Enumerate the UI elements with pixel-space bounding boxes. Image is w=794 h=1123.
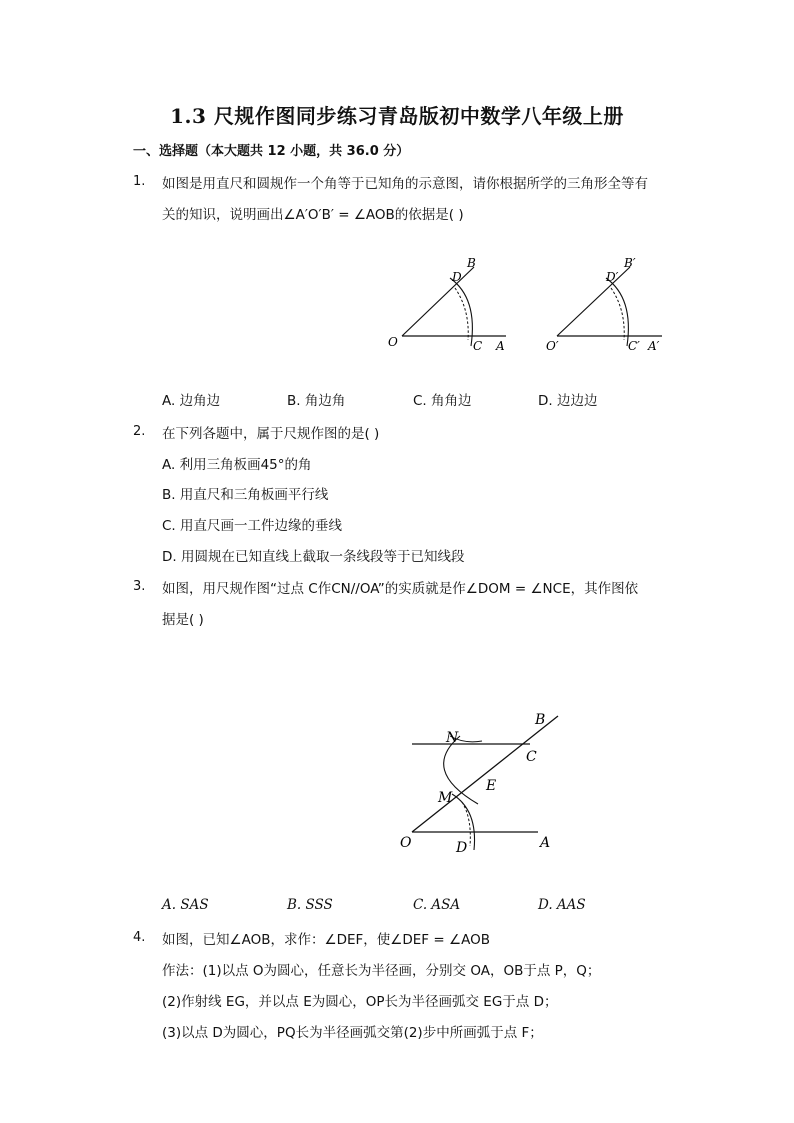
question-2-number: 2. <box>133 424 146 439</box>
label-E: E <box>486 778 497 794</box>
label-C-prime: C′ <box>628 339 640 353</box>
question-4-text-line-4: (3)以点 D为圆心，PQ长为半径画弧交第(2)步中所画弧于点 F； <box>162 1025 543 1041</box>
question-3-figure <box>390 700 580 860</box>
question-3-option-b[interactable]: B. SSS <box>287 897 333 913</box>
question-1-text-line-2: 关的知识，说明画出∠A′O′B′ = ∠AOB的依据是( ) <box>162 207 464 223</box>
label-A-prime: A′ <box>648 339 660 353</box>
question-2-option-d[interactable]: D. 用圆规在已知直线上截取一条线段等于已知线段 <box>162 549 465 565</box>
question-3-option-a[interactable]: A. SAS <box>162 897 209 913</box>
question-4-text-line-3: (2)作射线 EG，并以点 E为圆心，OP长为半径画弧交 EG于点 D； <box>162 994 558 1010</box>
page-title: 1.3 尺规作图同步练习青岛版初中数学八年级上册 <box>170 104 624 128</box>
question-1-text-line-1: 如图是用直尺和圆规作一个角等于已知角的示意图，请你根据所学的三角形全等有 <box>162 176 648 192</box>
label-A: A <box>540 835 551 851</box>
label-B: B <box>535 712 546 728</box>
question-2-option-a[interactable]: A. 利用三角板画45°的角 <box>162 457 312 473</box>
question-1-option-a[interactable]: A. 边角边 <box>162 393 221 409</box>
figure-left-angle <box>388 256 506 353</box>
question-2-text: 在下列各题中，属于尺规作图的是( ) <box>162 426 380 442</box>
question-1-number: 1. <box>133 174 146 189</box>
question-3-option-d[interactable]: D. AAS <box>538 897 586 913</box>
label-C: C <box>473 339 483 353</box>
question-3-number: 3. <box>133 579 146 594</box>
figure-right-angle <box>546 256 662 353</box>
label-C: C <box>526 749 537 765</box>
question-3-text-line-2: 据是( ) <box>162 612 204 628</box>
label-B: B <box>467 256 476 270</box>
question-3-option-c[interactable]: C. ASA <box>413 897 461 913</box>
label-O: O <box>388 335 398 349</box>
section-heading: 一、选择题（本大题共 12 小题，共 36.0 分） <box>133 144 410 159</box>
question-4-number: 4. <box>133 930 146 945</box>
label-N: N <box>446 730 459 746</box>
question-1-option-b[interactable]: B. 角边角 <box>287 393 346 409</box>
label-M: M <box>438 790 453 806</box>
label-D: D <box>456 840 468 856</box>
label-O: O <box>400 835 412 851</box>
question-3-text-line-1: 如图，用尺规作图“过点 C作CN//OA”的实质就是作∠DOM = ∠NCE，其作图依 <box>162 581 639 597</box>
question-2-option-b[interactable]: B. 用直尺和三角板画平行线 <box>162 487 329 503</box>
question-4-text-line-1: 如图，已知∠AOB，求作：∠DEF，使∠DEF = ∠AOB <box>162 932 490 948</box>
label-D-prime: D′ <box>606 270 619 284</box>
question-1-option-c[interactable]: C. 角角边 <box>413 393 472 409</box>
label-O-prime: O′ <box>546 339 559 353</box>
question-1-option-d[interactable]: D. 边边边 <box>538 393 598 409</box>
question-1-figure <box>380 250 700 360</box>
label-A: A <box>496 339 505 353</box>
label-B-prime: B′ <box>624 256 636 270</box>
label-D: D <box>452 270 462 284</box>
question-4-text-line-2: 作法：(1)以点 O为圆心，任意长为半径画，分别交 OA，OB于点 P，Q； <box>162 963 601 979</box>
question-2-option-c[interactable]: C. 用直尺画一工件边缘的垂线 <box>162 518 343 534</box>
